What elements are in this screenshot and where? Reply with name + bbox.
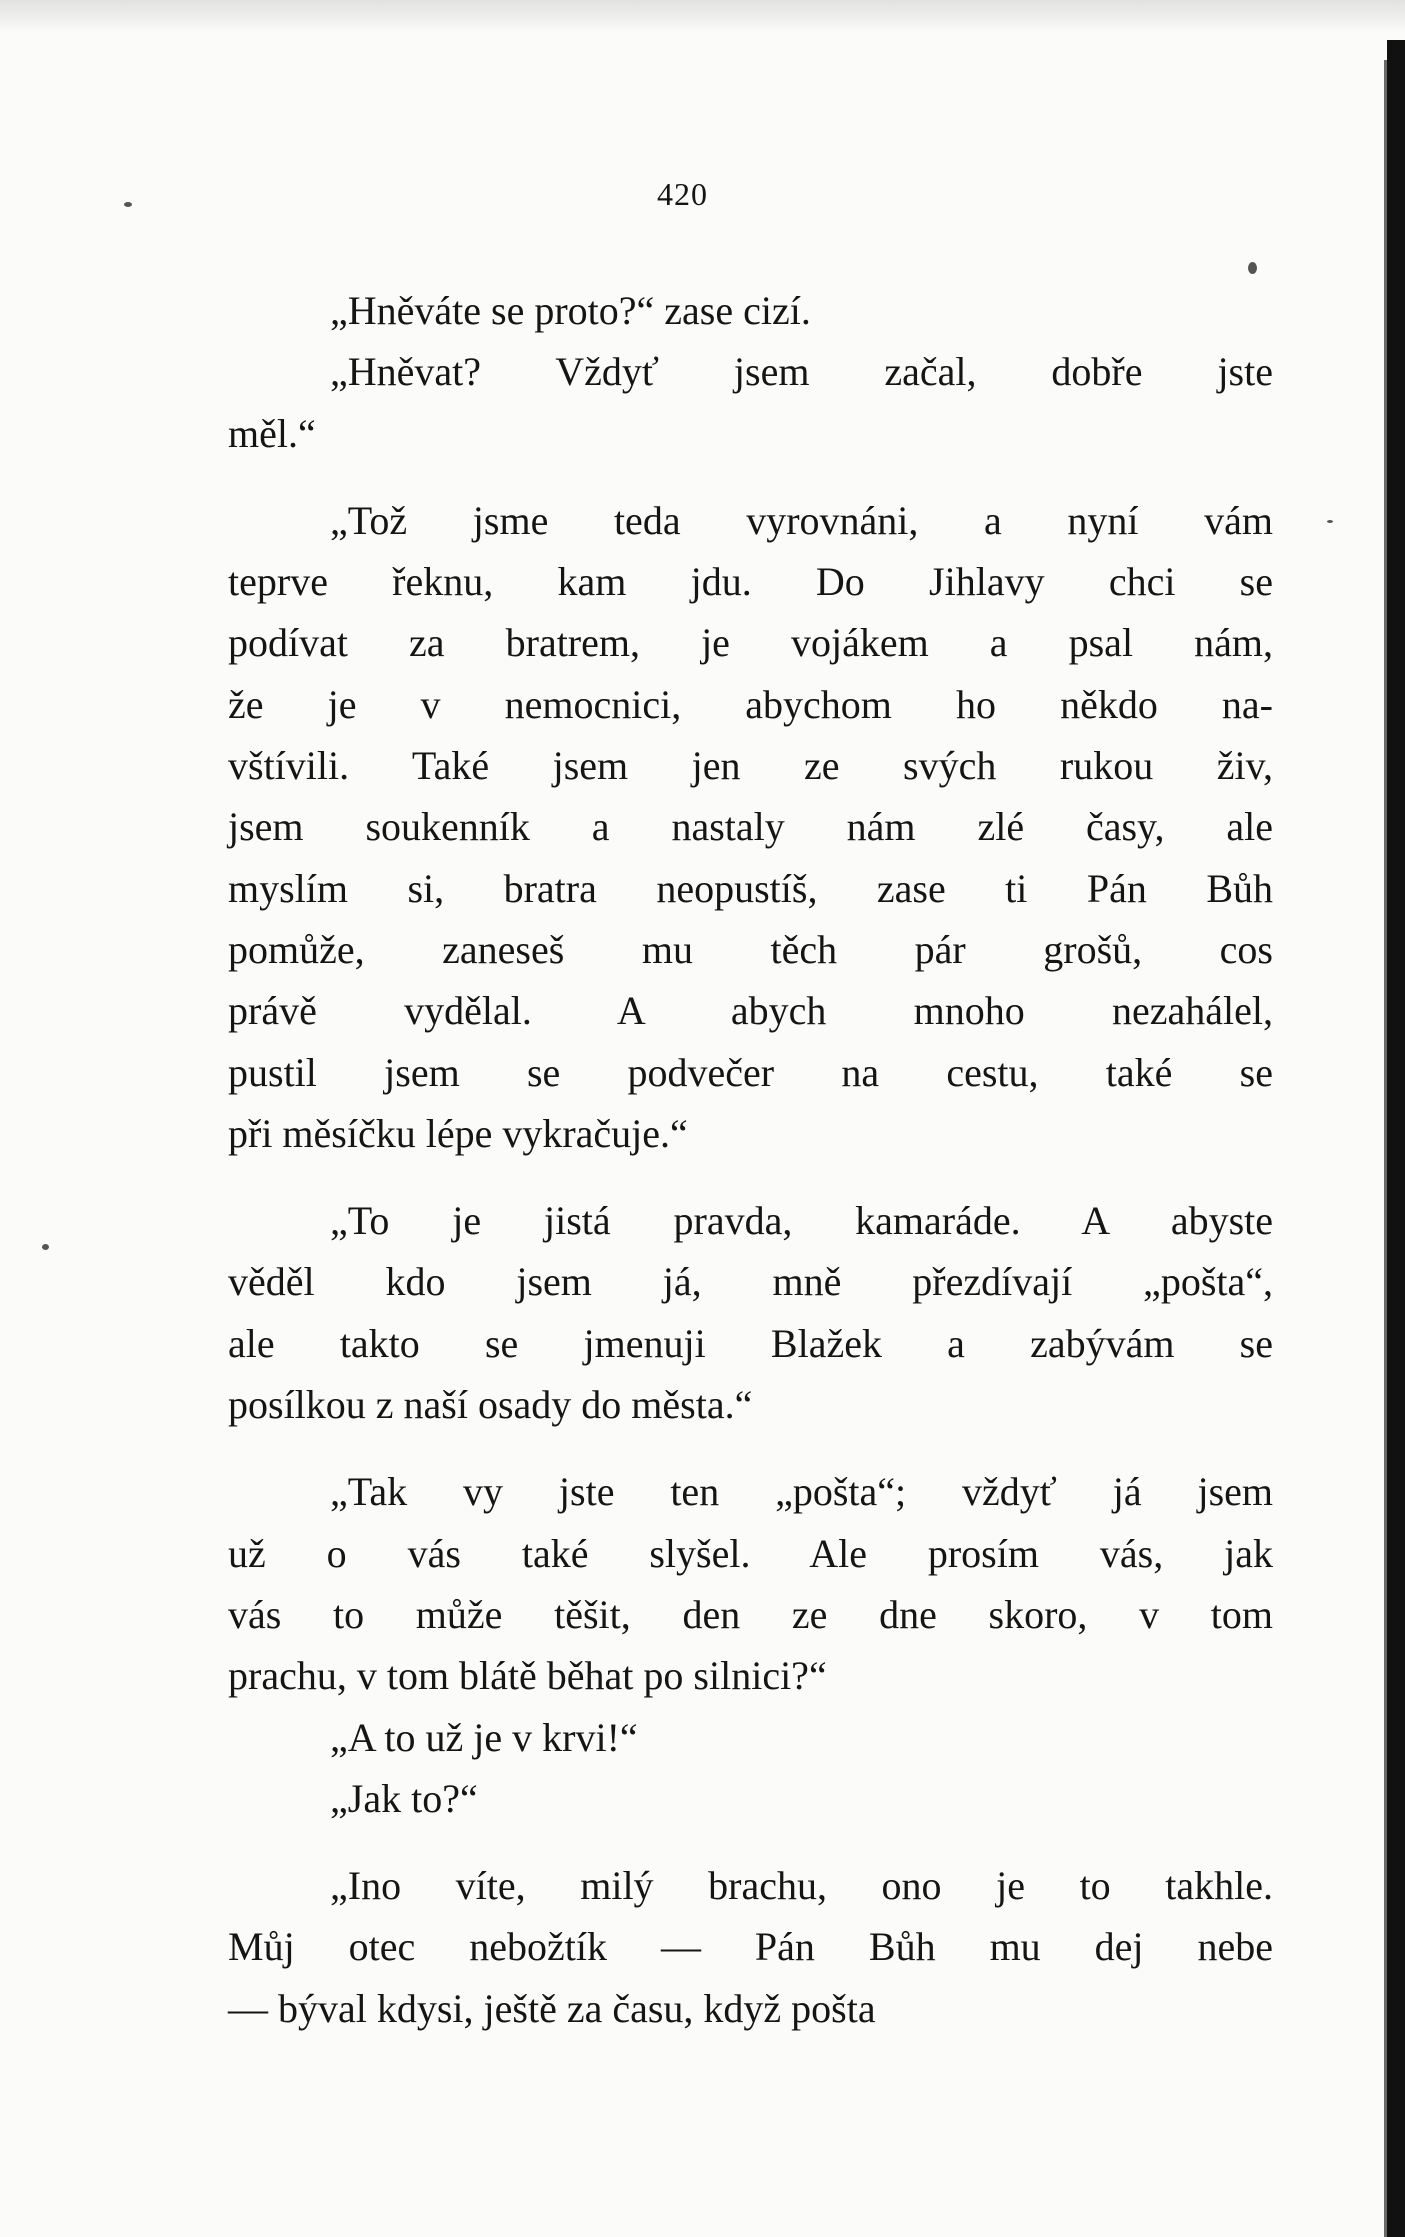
scan-speck — [1327, 520, 1333, 523]
text-line: právě vydělal. A abych mnoho nezahálel, — [228, 988, 1273, 1034]
text-line: „Tož jsme teda vyrovnáni, a nyní vám — [330, 497, 1273, 543]
text-line: posílkou z naší osady do města.“ — [228, 1382, 753, 1428]
scan-speck — [1248, 262, 1257, 274]
text-line: že je v nemocnici, abychom ho někdo na- — [228, 681, 1273, 727]
paragraph — [228, 280, 1273, 341]
body-text — [228, 280, 1273, 2039]
text-line: „Tak vy jste ten „pošta“; vždyť já jsem — [330, 1469, 1273, 1515]
text-line: — býval kdysi, ještě za času, když pošta — [228, 1985, 876, 2031]
text-line: při měsíčku lépe vykračuje.“ — [228, 1110, 688, 1156]
text-line: měl.“ — [228, 410, 316, 456]
paragraph — [228, 1855, 1273, 2039]
text-line: myslím si, bratra neopustíš, zase ti Pán Bůh — [228, 865, 1273, 911]
scan-top-shadow — [0, 0, 1405, 34]
text-line: prachu, v tom blátě běhat po silnici?“ — [228, 1653, 827, 1699]
text-line: pomůže, zaneseš mu těch pár grošů, cos — [228, 926, 1273, 972]
page-number: 420 — [657, 176, 708, 212]
paragraph — [228, 341, 1273, 464]
paragraph-gap — [228, 1164, 1273, 1190]
text-line: „A to už je v krvi!“ — [330, 1714, 638, 1760]
paragraph — [228, 490, 1273, 1164]
paragraph — [228, 1461, 1273, 1706]
paragraph-gap — [228, 464, 1273, 490]
text-line: vštívili. Také jsem jen ze svých rukou živ, — [228, 743, 1273, 789]
text-line: vás to může těšit, den ze dne skoro, v tom — [228, 1591, 1273, 1637]
text-line: „Jak to?“ — [330, 1775, 478, 1821]
text-line: „To je jistá pravda, kamaráde. A abyste — [330, 1198, 1273, 1244]
text-line: „Hněvat? Vždyť jsem začal, dobře jste — [330, 349, 1273, 395]
text-line: jsem soukenník a nastaly nám zlé časy, ale — [228, 804, 1273, 850]
text-line: věděl kdo jsem já, mně přezdívají „pošta“, — [228, 1259, 1273, 1305]
paragraph-gap — [228, 1435, 1273, 1461]
text-line: Můj otec nebožtík — Pán Bůh mu dej nebe — [228, 1924, 1273, 1970]
text-line: ale takto se jmenuji Blažek a zabývám se — [228, 1320, 1273, 1366]
paragraph — [228, 1190, 1273, 1435]
text-line: už o vás také slyšel. Ale prosím vás, jak — [228, 1530, 1273, 1576]
scan-right-edge-inner — [1384, 60, 1387, 2237]
text-line: „Hněváte se proto?“ zase cizí. — [330, 288, 811, 333]
text-line: pustil jsem se podvečer na cestu, také se — [228, 1049, 1273, 1095]
scan-speck — [42, 1244, 49, 1250]
text-line: teprve řeknu, kam jdu. Do Jihlavy chci se — [228, 559, 1273, 605]
paragraph — [228, 1707, 1273, 1768]
text-line: podívat za bratrem, je vojákem a psal nám, — [228, 620, 1273, 666]
paragraph-gap — [228, 1829, 1273, 1855]
text-line: „Ino víte, milý brachu, ono je to takhle. — [330, 1863, 1273, 1909]
scan-right-edge — [1387, 40, 1405, 2237]
paragraph — [228, 1768, 1273, 1829]
